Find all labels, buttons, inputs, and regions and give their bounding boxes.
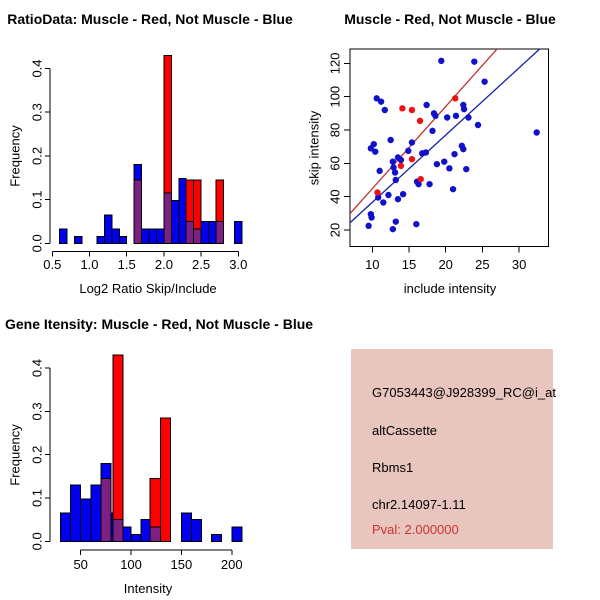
svg-text:0.2: 0.2: [29, 146, 45, 165]
ratio-histogram-x-axis-label: Log2 Ratio Skip/Include: [79, 281, 217, 296]
gene-name-text: Rbms1: [372, 460, 414, 475]
locus-text: chr2.14097-1.11: [372, 497, 466, 512]
scatter-x-axis-label: include intensity: [403, 281, 497, 296]
svg-text:2.0: 2.0: [154, 257, 173, 272]
intensity-histogram-plot: [0, 300, 300, 600]
probe-id-text: G7053443@J928399_RC@i_at: [372, 385, 556, 400]
intensity-histogram-x-axis-label: Intensity: [123, 581, 173, 596]
svg-text:120: 120: [327, 52, 343, 75]
svg-text:0.3: 0.3: [29, 402, 45, 421]
svg-text:0.5: 0.5: [43, 257, 62, 272]
svg-text:1.0: 1.0: [80, 257, 99, 272]
svg-text:15: 15: [401, 257, 417, 272]
svg-text:100: 100: [327, 85, 343, 108]
svg-text:10: 10: [365, 257, 380, 272]
ratio-histogram-y-axis-label: Frequency: [7, 125, 23, 187]
scatter-plot: [300, 0, 600, 300]
svg-text:0.4: 0.4: [29, 59, 45, 78]
svg-text:0.4: 0.4: [29, 359, 45, 378]
panel-ratio-histogram: [0, 0, 300, 300]
svg-text:25: 25: [475, 257, 490, 272]
svg-text:3.0: 3.0: [229, 257, 248, 272]
svg-text:100: 100: [120, 557, 142, 572]
svg-text:0.3: 0.3: [29, 103, 45, 122]
svg-text:30: 30: [511, 257, 527, 272]
svg-text:20: 20: [327, 222, 343, 238]
svg-text:80: 80: [327, 122, 343, 138]
svg-text:20: 20: [438, 257, 453, 272]
panel-scatter: [300, 0, 600, 300]
svg-text:0.2: 0.2: [29, 445, 45, 464]
ratio-histogram-title: RatioData: Muscle - Red, Not Muscle - Blue: [7, 11, 293, 27]
gene-info-box: [351, 349, 556, 549]
splice-type-text: altCassette: [372, 423, 438, 438]
ratio-histogram-plot: [0, 0, 300, 300]
scatter-title: Muscle - Red, Not Muscle - Blue: [344, 11, 556, 27]
svg-text:1.5: 1.5: [117, 257, 136, 272]
svg-text:200: 200: [220, 557, 243, 572]
svg-text:50: 50: [73, 557, 88, 572]
svg-text:150: 150: [170, 557, 193, 572]
svg-text:40: 40: [327, 189, 343, 204]
svg-text:60: 60: [327, 156, 343, 171]
intensity-histogram-y-axis-label: Frequency: [7, 424, 23, 486]
pval-text: Pval: 2.000000: [372, 522, 459, 537]
svg-text:0.1: 0.1: [29, 488, 45, 508]
svg-text:0.0: 0.0: [29, 234, 45, 253]
svg-text:2.5: 2.5: [192, 257, 211, 272]
panel-intensity-histogram: [0, 300, 314, 600]
svg-text:0.0: 0.0: [29, 532, 45, 551]
svg-text:0.1: 0.1: [29, 190, 45, 209]
scatter-y-axis-label: skip intensity: [306, 110, 322, 186]
intensity-histogram-title: Gene Itensity: Muscle - Red, Not Muscle - Blue: [5, 316, 314, 332]
